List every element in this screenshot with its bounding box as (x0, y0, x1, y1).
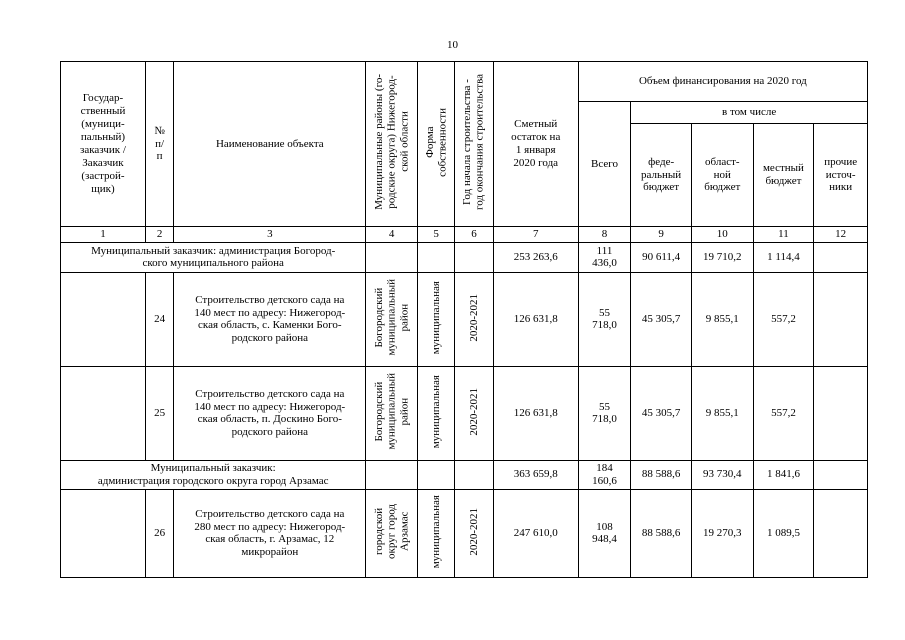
column-number: 10 (691, 227, 753, 243)
header-estimate: Сметный остаток на 1 января 2020 года (493, 62, 578, 227)
federal-cell: 45 305,7 (631, 272, 692, 366)
column-number: 5 (417, 227, 454, 243)
column-number: 12 (814, 227, 868, 243)
group-regional: 93 730,4 (691, 460, 753, 489)
column-number: 11 (753, 227, 814, 243)
header-federal: феде- ральный бюджет (631, 124, 692, 227)
header-local: местный бюджет (753, 124, 814, 227)
regional-cell: 9 855,1 (691, 272, 753, 366)
group-title: Муниципальный заказчик: администрация городского округа город Арзамас (61, 460, 366, 489)
header-years: Год начала строительства - год окончания строительства (455, 62, 493, 227)
other-cell (814, 366, 868, 460)
group-estimate: 253 263,6 (493, 242, 578, 272)
ownership-cell: муниципальная (417, 272, 454, 366)
years-cell: 2020-2021 (455, 272, 493, 366)
column-number: 9 (631, 227, 692, 243)
column-number: 7 (493, 227, 578, 243)
group-other (814, 242, 868, 272)
estimate-cell: 126 631,8 (493, 272, 578, 366)
header-regional: област- ной бюджет (691, 124, 753, 227)
header-other: прочие источ- ники (814, 124, 868, 227)
table-row (61, 272, 868, 366)
regional-cell: 9 855,1 (691, 366, 753, 460)
total-cell: 55 718,0 (578, 366, 631, 460)
group-row (61, 242, 868, 272)
years-cell: 2020-2021 (455, 489, 493, 577)
group-row (61, 460, 868, 489)
column-number: 6 (455, 227, 493, 243)
header-districts: Муниципальные районы (го- родские округа) Нижегород- ской области (366, 62, 418, 227)
column-number: 1 (61, 227, 146, 243)
other-cell (814, 272, 868, 366)
funding-table (60, 61, 868, 578)
estimate-cell: 247 610,0 (493, 489, 578, 577)
district-cell: Богородский муниципальный район (366, 272, 418, 366)
column-numbers-row (61, 227, 868, 243)
header-including: в том числе (631, 102, 868, 124)
page-number: 10 (447, 39, 458, 51)
other-cell (814, 489, 868, 577)
local-cell: 557,2 (753, 366, 814, 460)
district-cell: Богородский муниципальный район (366, 366, 418, 460)
row-number: 25 (145, 366, 173, 460)
federal-cell: 88 588,6 (631, 489, 692, 577)
group-total: 111 436,0 (578, 242, 631, 272)
column-number: 4 (366, 227, 418, 243)
group-estimate: 363 659,8 (493, 460, 578, 489)
header-number: № п/ п (145, 62, 173, 227)
header-customer: Государ- ственный (муници- пальный) заказчик / Заказчик (застрой- щик) (61, 62, 146, 227)
estimate-cell: 126 631,8 (493, 366, 578, 460)
group-other (814, 460, 868, 489)
group-title: Муниципальный заказчик: администрация Богород- ского муниципального района (61, 242, 366, 272)
group-federal: 90 611,4 (631, 242, 692, 272)
ownership-cell: муниципальная (417, 489, 454, 577)
years-cell: 2020-2021 (455, 366, 493, 460)
federal-cell: 45 305,7 (631, 366, 692, 460)
total-cell: 108 948,4 (578, 489, 631, 577)
object-name: Строительство детского сада на 140 мест по адресу: Нижегород- ская область, п. Доскино Бого- родского района (174, 366, 366, 460)
row-number: 24 (145, 272, 173, 366)
district-cell: городской округ город Арзамас (366, 489, 418, 577)
group-total: 184 160,6 (578, 460, 631, 489)
header-ownership: Форма собственности (417, 62, 454, 227)
local-cell: 557,2 (753, 272, 814, 366)
column-number: 2 (145, 227, 173, 243)
group-federal: 88 588,6 (631, 460, 692, 489)
object-name: Строительство детского сада на 280 мест по адресу: Нижегород- ская область, г. Арзамас, 12 микрорайон (174, 489, 366, 577)
object-name: Строительство детского сада на 140 мест по адресу: Нижегород- ская область, с. Каменки Бого- родского района (174, 272, 366, 366)
table-row (61, 489, 868, 577)
ownership-cell: муниципальная (417, 366, 454, 460)
local-cell: 1 089,5 (753, 489, 814, 577)
group-regional: 19 710,2 (691, 242, 753, 272)
header-object-name: Наименование объекта (174, 62, 366, 227)
regional-cell: 19 270,3 (691, 489, 753, 577)
column-number: 3 (174, 227, 366, 243)
row-number: 26 (145, 489, 173, 577)
group-local: 1 114,4 (753, 242, 814, 272)
header-funding: Объем финансирования на 2020 год (578, 62, 867, 102)
group-local: 1 841,6 (753, 460, 814, 489)
total-cell: 55 718,0 (578, 272, 631, 366)
column-number: 8 (578, 227, 631, 243)
header-total: Всего (578, 102, 631, 227)
table-row (61, 366, 868, 460)
